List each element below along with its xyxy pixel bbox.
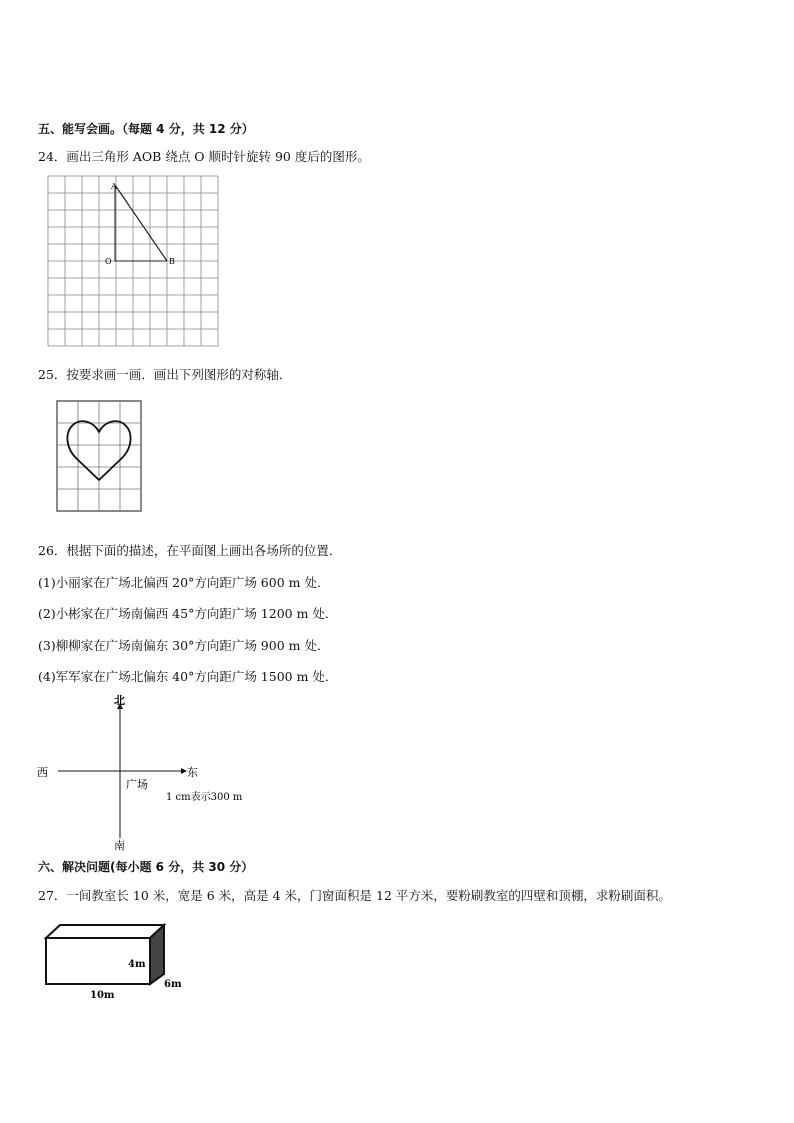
- question-26-item-1: (1)小丽家在广场北偏西 20°方向距广场 600 m 处．: [38, 575, 330, 590]
- rotation-grid-figure: [47, 175, 219, 347]
- height-dimension: 4m: [128, 959, 146, 970]
- question-26-item-3: (3)柳柳家在广场南偏东 30°方向距广场 900 m 处．: [38, 638, 330, 653]
- point-a-label: A: [111, 182, 117, 191]
- segment-ab: [115, 185, 167, 261]
- west-label: 西: [37, 766, 48, 779]
- length-dimension: 10m: [90, 990, 115, 1001]
- classroom-box-figure: [40, 920, 190, 1002]
- question-26-item-2: (2)小彬家在广场南偏西 45°方向距广场 1200 m 处．: [38, 606, 338, 621]
- question-25-text: 25．按要求画一画．画出下列图形的对称轴．: [38, 367, 292, 382]
- east-label: 东: [187, 766, 198, 779]
- south-label: 南: [114, 839, 125, 852]
- point-b-label: B: [169, 257, 175, 266]
- compass-map-figure: [34, 692, 274, 852]
- square-label: 广场: [126, 778, 148, 791]
- question-24-text: 24．画出三角形 AOB 绕点 O 顺时针旋转 90 度后的图形。: [38, 149, 370, 164]
- heart-grid-figure: [56, 400, 142, 512]
- question-27-text: 27．一间教室长 10 米，宽是 6 米，高是 4 米，门窗面积是 12 平方米，要粉刷教室的四壁和顶棚，求粉刷面积。: [38, 888, 671, 903]
- section-6-heading: 六、解决问题(每小题 6 分，共 30 分）: [38, 860, 254, 874]
- width-dimension: 6m: [164, 979, 182, 990]
- question-26-item-4: (4)军军家在广场北偏东 40°方向距广场 1500 m 处．: [38, 669, 338, 684]
- question-26-text: 26．根据下面的描述，在平面图上画出各场所的位置．: [38, 543, 342, 558]
- scale-label: 1 cm表示300 m: [166, 792, 243, 803]
- heart-grid-lines: [57, 401, 141, 511]
- north-label: 北: [114, 694, 125, 707]
- box-top-face: [46, 925, 164, 938]
- section-5-heading: 五、能写会画。（每题 4 分，共 12 分）: [38, 122, 254, 136]
- point-o-label: O: [105, 257, 112, 266]
